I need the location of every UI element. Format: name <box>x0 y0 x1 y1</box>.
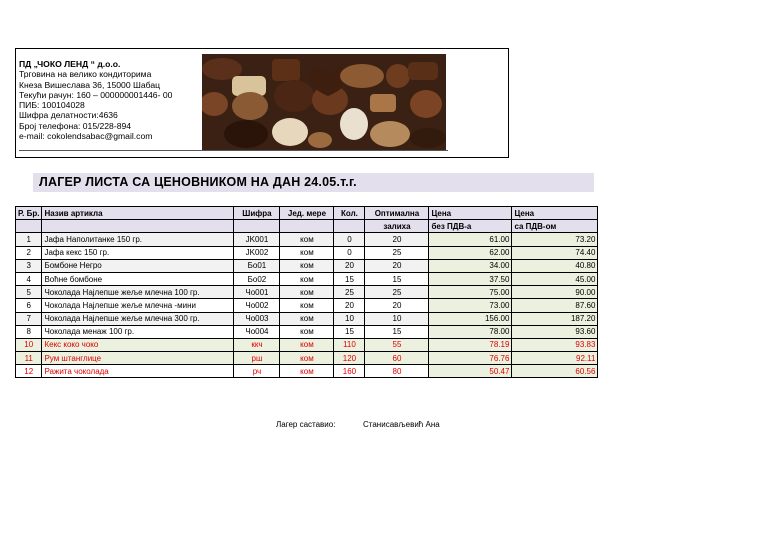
table-row <box>16 325 598 338</box>
company-name: ПД „ЧОКО ЛЕНД “ д.о.о. <box>19 59 121 69</box>
cell-code: рч <box>234 365 280 378</box>
cell-opt: 15 <box>365 325 429 338</box>
col-name: Назив артикла <box>42 207 234 220</box>
cell-qty: 15 <box>334 325 365 338</box>
company-header <box>15 48 509 158</box>
cell-qty: 0 <box>334 246 365 259</box>
cell-name: Ражита чоколада <box>42 365 234 378</box>
cell-opt: 25 <box>365 246 429 259</box>
cell-code: Чо003 <box>234 312 280 325</box>
cell-name: Чоколада Најлепше жеље млечна 300 гр. <box>42 312 234 325</box>
company-line: Трговина на велико кондиторима <box>19 69 152 80</box>
cell-name: Рум штанглице <box>42 352 234 365</box>
cell-net: 75.00 <box>429 286 512 299</box>
cell-opt: 20 <box>365 259 429 272</box>
cell-gross: 73.20 <box>512 233 598 246</box>
cell-unit: ком <box>280 365 334 378</box>
header-row-2 <box>16 220 598 233</box>
company-info <box>19 59 172 141</box>
cell-net: 76.76 <box>429 352 512 365</box>
cell-unit: ком <box>280 299 334 312</box>
cell-unit: ком <box>280 259 334 272</box>
cell-net: 73.00 <box>429 299 512 312</box>
cell-qty: 15 <box>334 272 365 285</box>
col-unit: Јед. мере <box>280 207 334 220</box>
cell-net: 78.00 <box>429 325 512 338</box>
cell-rb: 2 <box>16 246 42 259</box>
cell-net: 50.47 <box>429 365 512 378</box>
table-row <box>16 338 598 351</box>
cell-name: Чоколада менаж 100 гр. <box>42 325 234 338</box>
col-net-sub: без ПДВ-а <box>429 220 512 233</box>
header-divider <box>19 150 448 151</box>
table-row <box>16 365 598 378</box>
cell-opt: 20 <box>365 233 429 246</box>
cell-opt: 10 <box>365 312 429 325</box>
cell-name: Јафа Наполитанке 150 гр. <box>42 233 234 246</box>
cell-qty: 0 <box>334 233 365 246</box>
cell-gross: 60.56 <box>512 365 598 378</box>
cell-unit: ком <box>280 246 334 259</box>
cell-qty: 20 <box>334 259 365 272</box>
footer-person: Станисављевић Ана <box>363 420 440 429</box>
cell-rb: 5 <box>16 286 42 299</box>
cell-net: 37.50 <box>429 272 512 285</box>
cell-code: Чо002 <box>234 299 280 312</box>
cell-gross: 187.20 <box>512 312 598 325</box>
table-row <box>16 246 598 259</box>
cell-qty: 20 <box>334 299 365 312</box>
table-row <box>16 233 598 246</box>
cell-gross: 40.80 <box>512 259 598 272</box>
cell-code: Бо02 <box>234 272 280 285</box>
col-qty: Кол. <box>334 207 365 220</box>
col-net: Цена <box>429 207 512 220</box>
cell-rb: 10 <box>16 338 42 351</box>
cell-unit: ком <box>280 325 334 338</box>
cell-gross: 87.60 <box>512 299 598 312</box>
table-row <box>16 352 598 365</box>
cell-name: Чоколада Најлепше жеље млечна 100 гр. <box>42 286 234 299</box>
cell-unit: ком <box>280 233 334 246</box>
cell-rb: 1 <box>16 233 42 246</box>
table-row <box>16 272 598 285</box>
cell-net: 156.00 <box>429 312 512 325</box>
cell-name: Јафа кекс 150 гр. <box>42 246 234 259</box>
footer-label: Лагер саставио: <box>276 420 336 429</box>
cell-opt: 25 <box>365 286 429 299</box>
cell-code: рш <box>234 352 280 365</box>
table-row <box>16 312 598 325</box>
cell-opt: 60 <box>365 352 429 365</box>
cell-gross: 45.00 <box>512 272 598 285</box>
page-title: ЛАГЕР ЛИСТА СА ЦЕНОВНИКОМ НА ДАН 24.05.т.г. <box>39 175 357 189</box>
cell-code: Бо01 <box>234 259 280 272</box>
cell-net: 78.19 <box>429 338 512 351</box>
cell-unit: ком <box>280 352 334 365</box>
cell-code: JK002 <box>234 246 280 259</box>
table-row <box>16 286 598 299</box>
cell-code: ккч <box>234 338 280 351</box>
cell-rb: 6 <box>16 299 42 312</box>
cell-code: JK001 <box>234 233 280 246</box>
table-row <box>16 259 598 272</box>
cell-gross: 92.11 <box>512 352 598 365</box>
cell-opt: 15 <box>365 272 429 285</box>
cell-code: Чо001 <box>234 286 280 299</box>
cell-rb: 8 <box>16 325 42 338</box>
cell-rb: 11 <box>16 352 42 365</box>
cell-qty: 110 <box>334 338 365 351</box>
cell-gross: 74.40 <box>512 246 598 259</box>
cell-qty: 25 <box>334 286 365 299</box>
cell-unit: ком <box>280 272 334 285</box>
cell-qty: 10 <box>334 312 365 325</box>
company-line: Број телефона: 015/228-894 <box>19 120 132 131</box>
cell-net: 62.00 <box>429 246 512 259</box>
chocolates-photo <box>202 54 446 150</box>
col-gross-sub: са ПДВ-ом <box>512 220 598 233</box>
cell-unit: ком <box>280 312 334 325</box>
col-gross: Цена <box>512 207 598 220</box>
cell-opt: 20 <box>365 299 429 312</box>
cell-rb: 12 <box>16 365 42 378</box>
cell-rb: 7 <box>16 312 42 325</box>
cell-code: Чо004 <box>234 325 280 338</box>
company-line: e-mail: cokolendsabac@gmail.com <box>19 131 153 142</box>
company-line: Кнеза Вишеслава 36, 15000 Шабац <box>19 79 161 90</box>
inventory-table <box>15 206 598 378</box>
company-line: ПИБ: 100104028 <box>19 100 85 111</box>
cell-rb: 4 <box>16 272 42 285</box>
cell-gross: 93.60 <box>512 325 598 338</box>
col-rb: Р. Бр. <box>16 207 42 220</box>
company-line: Текући рачун: 160 – 000000001446- 00 <box>19 89 173 100</box>
header-row <box>16 207 598 220</box>
cell-rb: 3 <box>16 259 42 272</box>
table-row <box>16 299 598 312</box>
cell-name: Воћне бомбоне <box>42 272 234 285</box>
col-opt-sub: залиха <box>365 220 429 233</box>
col-opt: Оптимална <box>365 207 429 220</box>
cell-qty: 160 <box>334 365 365 378</box>
col-code: Шифра <box>234 207 280 220</box>
cell-name: Бомбоне Негро <box>42 259 234 272</box>
title-bar <box>33 173 594 192</box>
cell-unit: ком <box>280 338 334 351</box>
company-line: Шифра делатности:4636 <box>19 110 118 121</box>
cell-net: 34.00 <box>429 259 512 272</box>
cell-unit: ком <box>280 286 334 299</box>
cell-name: Кекс коко чоко <box>42 338 234 351</box>
cell-qty: 120 <box>334 352 365 365</box>
cell-name: Чоколада Најлепше жеље млечна -мини <box>42 299 234 312</box>
cell-opt: 80 <box>365 365 429 378</box>
cell-opt: 55 <box>365 338 429 351</box>
cell-gross: 93.83 <box>512 338 598 351</box>
cell-gross: 90.00 <box>512 286 598 299</box>
cell-net: 61.00 <box>429 233 512 246</box>
